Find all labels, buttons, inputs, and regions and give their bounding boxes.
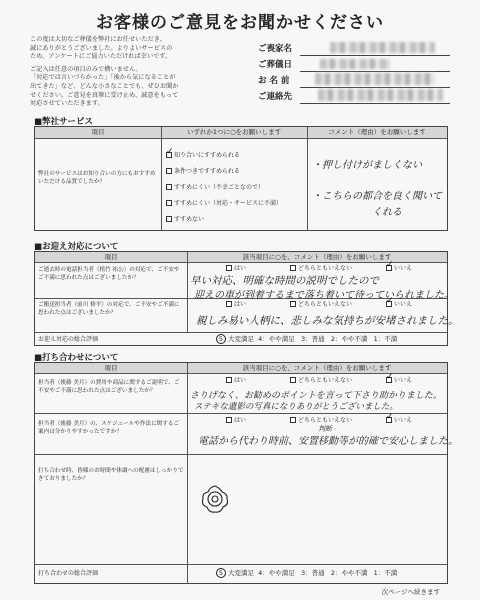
handwritten-comment: 迎えの車が到着するまで落ち着いて待っていられました。 [194,290,454,301]
redacted-field [318,89,443,101]
handwritten-comment: ・こちらの都合を良く聞いて [312,191,442,202]
answer-neutral[interactable]: どちらともいえない [290,265,352,273]
intro-line: 「対応では言いづらかった」「後から気になることが [30,74,176,82]
field-underline [300,103,450,104]
answer-no[interactable]: ✓ いいえ [386,377,412,385]
redacted-field [315,73,435,85]
answer-no[interactable]: ✓ いいえ [386,301,412,309]
checkbox[interactable] [226,265,232,271]
answer-yes[interactable]: はい [226,377,246,385]
question-phone-staff: ご逝去時の電話担当者（植竹 祐公）の対応で、ご不安やご不満に思われた点はございましたか？ [38,267,180,281]
handwritten-comment: 電話から代わり時前、安置移動等が的確で安心しました。 [198,436,458,447]
rating-scale: 5 大変満足 4：やや満足 3：普通 2：やや不満 1：不満 [216,334,397,344]
overall-label: お迎え対応の総合評価 [38,336,99,343]
customer-contact-label: ご連絡先 [258,92,293,102]
customer-name-label: お 名 前 [258,76,290,86]
checkbox-checked[interactable] [386,417,392,423]
redacted-field [330,42,435,53]
answer-neutral[interactable]: どちらともいえない [290,417,352,425]
question-recommend: 弊社のサービスはお知り合いの方にもおすすめいただける品質でしたか？ [38,171,156,185]
handwritten-comment: ステキな遺影の写真になりありがとうございました。 [194,402,398,412]
answer-no[interactable]: ✓ いいえ [386,265,412,273]
checkbox[interactable] [290,377,296,383]
checkbox[interactable] [166,200,172,206]
intro-line: ご記入は任意の項目のみで構いません。 [30,65,142,73]
checkbox[interactable] [166,168,172,174]
col-header-item: 項目 [35,363,187,373]
intro-line: 出てきた」など、どんな小さなことでも、ぜひお聞か [30,82,179,90]
footer-next-page: 次ページへ続きます [381,588,440,596]
overall-label: 打ち合わせの総合評価 [38,570,99,577]
intro-line: せください。ご意見を真摯に受け止め、誠意をもって [30,91,179,99]
checkbox[interactable] [166,184,172,190]
checkbox-checked[interactable] [166,152,172,158]
customer-funeral-date-label: ご葬儀日 [258,60,293,70]
option-recommend-3[interactable]: すすめにくい（不幸ごとなので） [166,184,264,192]
rating-circled: 5 [216,568,226,578]
checkbox-checked[interactable] [386,265,392,271]
answer-yes[interactable]: はい [226,301,246,309]
answer-no[interactable]: ✓ いいえ [386,417,412,425]
answer-yes[interactable]: はい [226,417,246,425]
question-cost-explanation: 担当者（後藤 美月）の費用や商品に関するご説明で、ご不安やご不満に思われた点はございましたか？ [38,380,180,394]
handwritten-comment: さりげなく、お勧めのポイントを言って下さり助かりました。 [190,391,442,401]
handwritten-comment: 親しみ易い人柄に、悲しみな気持ちが安堵されました。 [196,315,459,327]
option-recommend-1[interactable]: ✓知り合いにすすめられる [166,152,240,160]
col-header-choice: いずれか1つに○をお願いします [161,127,307,138]
intro-line: 誠にありがとうございました。よりよいサービスの [30,44,173,52]
checkbox[interactable] [226,377,232,383]
redacted-field [320,59,390,69]
col-header-item: 項目 [35,127,161,138]
question-schedule-guidance: 担当者（後藤 美月）の、スケジュールや作法に関するご案内は分かりやすかったですか？ [38,421,180,435]
question-consideration: 打ち合わせ時、皆様のお時間や体調への配慮はしっかりできておりましたか？ [38,468,184,482]
checkbox[interactable] [290,265,296,271]
question-transport-staff: ご搬送担当者（前川 修平）の対応で、ご不安やご不満に思われた点はございましたか？ [38,302,180,316]
answer-neutral[interactable]: どちらともいえない [290,301,352,309]
option-recommend-5[interactable]: すすめない [166,216,204,224]
customer-family-label: ご喪家名 [258,44,293,54]
checkbox[interactable] [290,301,296,307]
handwritten-comment: くれる [372,207,402,218]
option-recommend-2[interactable]: 条件つきですすめられる [166,168,240,176]
handwritten-comment: ・押し付けがましくない [312,160,422,171]
col-header-item: 項目 [35,252,187,262]
intro-line: この度は大切なご葬儀を弊社にお任せいただき、 [30,36,166,43]
checkbox-checked[interactable] [386,301,392,307]
col-header-choice: 該当項目に○を、コメント（理由）をお願いします [187,252,447,262]
checkbox[interactable] [226,301,232,307]
answer-neutral[interactable]: どちらともいえない [290,377,352,385]
checkbox[interactable] [226,417,232,423]
checkbox[interactable] [290,417,296,423]
rating-scale: 5 大変満足 4：やや満足 3：普通 2：やや不満 1：不満 [216,568,397,578]
intro-line: ため、アンケートにご協力いただければ幸いです。 [30,53,172,61]
field-underline [300,55,450,56]
flower-doodle-icon [198,482,232,516]
rating-circled: 5 [216,334,226,344]
checkbox[interactable] [166,216,172,222]
handwritten-note: 判断 [318,425,332,433]
intro-line: 対応させていただきます。 [30,100,104,108]
field-underline [300,71,450,72]
option-recommend-4[interactable]: すすめにくい（対応・サービスに不満） [166,200,282,208]
section-heading: ■お迎え対応について [34,242,119,252]
col-header-choice: 該当項目に○を、コメント（理由）をお願いします [187,363,447,373]
section-heading: ■打ち合わせについて [34,353,119,363]
page-title: お客様のご意見をお聞かせください [96,13,384,33]
section-heading: ■弊社サービス [34,117,94,127]
field-underline [300,87,450,88]
answer-yes[interactable]: はい [226,265,246,273]
handwritten-comment: 早い対応、明確な時間の説明でしたので [190,275,379,287]
intro-text [30,36,240,109]
col-header-comment: コメント（理由）をお願いします [307,127,447,138]
checkbox-checked[interactable] [386,377,392,383]
